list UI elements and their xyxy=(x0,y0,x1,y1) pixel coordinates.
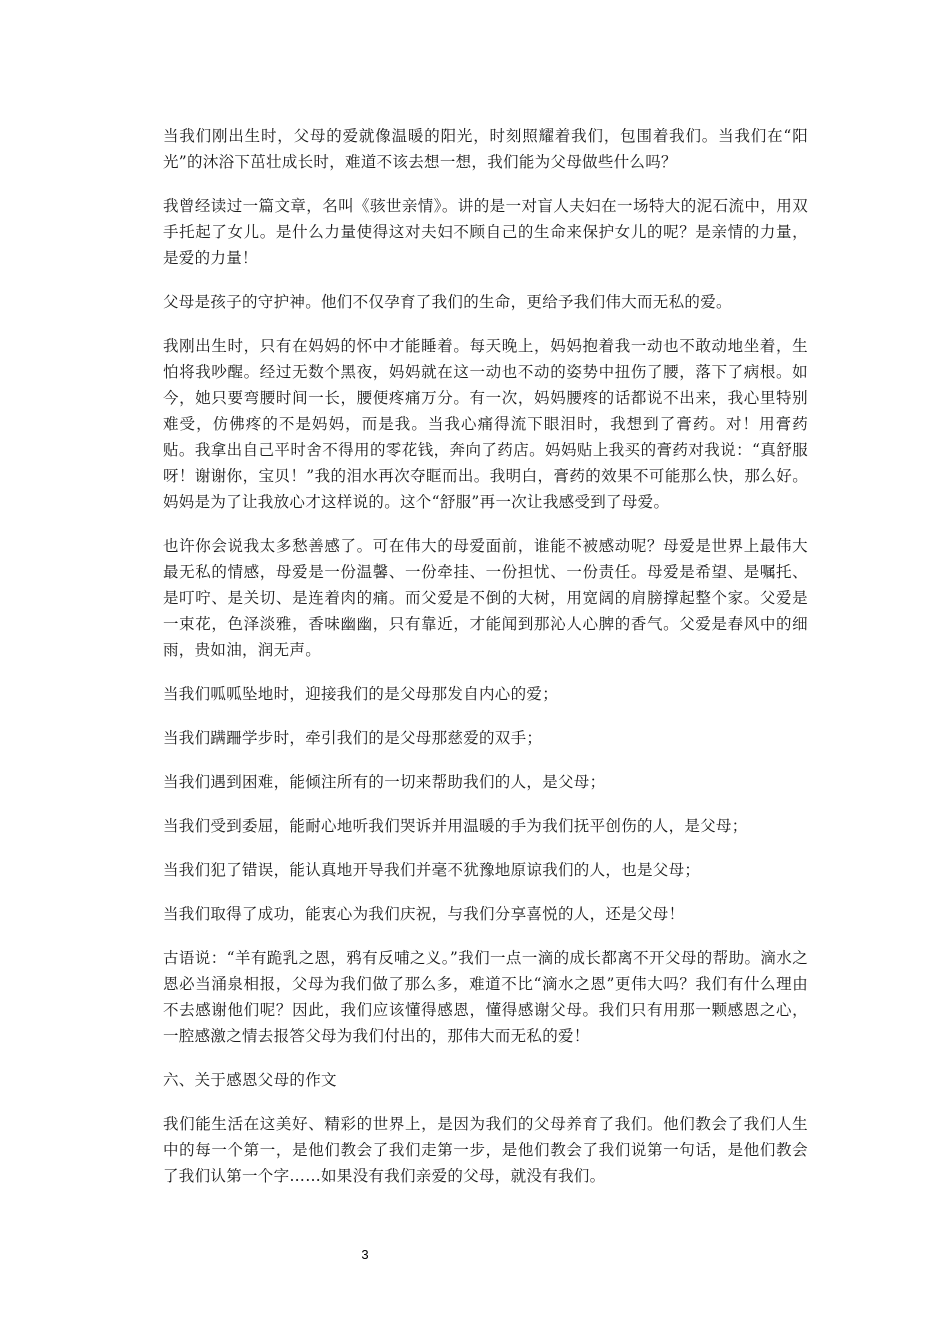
paragraph: 古语说：“羊有跪乳之恩，鸦有反哺之义。”我们一点一滴的成长都离不开父母的帮助。滴水之恩必当涌泉相报，父母为我们做了那么多，难道不比“滴水之恩”更伟大吗？我们有什么理由不去感谢他们呢？因此，我们应该懂得感恩，懂得感谢父母。我们只有用那一颗感恩之心，一腔感激之情去报答父母为我们付出的，那伟大而无私的爱！ xyxy=(163,949,808,1045)
paragraph: 当我们受到委屈，能耐心地听我们哭诉并用温暖的手为我们抚平创伤的人，是父母； xyxy=(163,817,748,835)
paragraph: 当我们蹒跚学步时，牵引我们的是父母那慈爱的双手； xyxy=(163,729,543,747)
paragraph: 当我们取得了成功，能衷心为我们庆祝，与我们分享喜悦的人，还是父母！ xyxy=(163,905,685,923)
paragraph: 父母是孩子的守护神。他们不仅孕育了我们的生命，更给予我们伟大而无私的爱。 xyxy=(163,293,732,311)
paragraph: 也许你会说我太多愁善感了。可在伟大的母爱面前，谁能不被感动呢？母爱是世界上最伟大最无私的情感，母爱是一份温馨、一份牵挂、一份担忧、一份责任。母爱是希望、是嘱托、是叮咛、是关切、是连着肉的痛。而父爱是不倒的大树，用宽阔的肩膀撑起整个家。父爱是一束花，色泽淡雅，香味幽幽，只有靠近，才能闻到那沁人心脾的香气。父爱是春风中的细雨，贵如油，润无声。 xyxy=(163,537,808,659)
section-heading: 六、关于感恩父母的作文 xyxy=(163,1071,337,1089)
page-number: 3 xyxy=(361,1247,369,1262)
paragraph: 当我们呱呱坠地时，迎接我们的是父母那发自内心的爱； xyxy=(163,685,559,703)
paragraph: 当我们犯了错误，能认真地开导我们并毫不犹豫地原谅我们的人，也是父母； xyxy=(163,861,701,879)
paragraph: 当我们刚出生时，父母的爱就像温暖的阳光，时刻照耀着我们，包围着我们。当我们在“阳光”的沐浴下茁壮成长时，难道不该去想一想，我们能为父母做些什么吗？ xyxy=(163,127,808,171)
document-body xyxy=(163,123,808,1207)
paragraph: 我们能生活在这美好、精彩的世界上，是因为我们的父母养育了我们。他们教会了我们人生中的每一个第一，是他们教会了我们走第一步，是他们教会了我们说第一句话，是他们教会了我们认第一个字……如果没有我们亲爱的父母，就没有我们。 xyxy=(163,1115,808,1185)
paragraph: 我刚出生时，只有在妈妈的怀中才能睡着。每天晚上，妈妈抱着我一动也不敢动地坐着，生怕将我吵醒。经过无数个黑夜，妈妈就在这一动也不动的姿势中扭伤了腰，落下了病根。如今，她只要弯腰时间一长，腰便疼痛万分。有一次，妈妈腰疼的话都说不出来，我心里特别难受，仿佛疼的不是妈妈，而是我。当我心痛得流下眼泪时，我想到了膏药。对！用膏药贴。我拿出自己平时舍不得用的零花钱，奔向了药店。妈妈贴上我买的膏药对我说：“真舒服呀！谢谢你，宝贝！”我的泪水再次夺眶而出。我明白，膏药的效果不可能那么快，那么好。妈妈是为了让我放心才这样说的。这个“舒服”再一次让我感受到了母爱。 xyxy=(163,337,808,511)
paragraph: 当我们遇到困难，能倾注所有的一切来帮助我们的人，是父母； xyxy=(163,773,606,791)
paragraph: 我曾经读过一篇文章，名叫《骇世亲情》。讲的是一对盲人夫妇在一场特大的泥石流中，用双手托起了女儿。是什么力量使得这对夫妇不顾自己的生命来保护女儿的呢？是亲情的力量，是爱的力量！ xyxy=(163,197,808,267)
